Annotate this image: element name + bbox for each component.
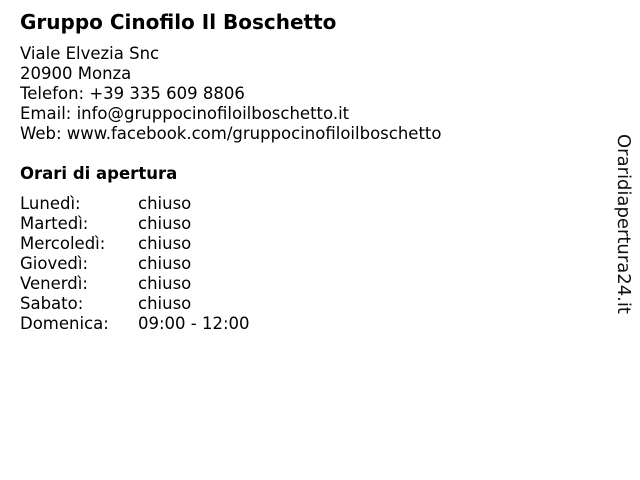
email-line: Email: info@gruppocinofiloilboschetto.it [20, 104, 350, 123]
hours-row-wednesday [20, 234, 250, 254]
hours-row-thursday [20, 254, 250, 274]
phone-line: Telefon: +39 335 609 8806 [20, 84, 245, 103]
day-time: chiuso [138, 294, 192, 313]
hours-row-monday [20, 194, 250, 214]
web-line: Web: www.facebook.com/gruppocinofiloilboschetto [20, 124, 442, 143]
day-time: chiuso [138, 234, 192, 253]
hours-row-friday [20, 274, 250, 294]
day-label: Sabato: [20, 294, 84, 313]
hours-heading: Orari di apertura [20, 164, 178, 183]
hours-row-sunday [20, 314, 250, 334]
day-time: 09:00 - 12:00 [138, 314, 250, 333]
hours-row-saturday [20, 294, 250, 314]
business-name: Gruppo Cinofilo Il Boschetto [20, 10, 337, 34]
day-time: chiuso [138, 274, 192, 293]
day-time: chiuso [138, 254, 192, 273]
day-label: Domenica: [20, 314, 109, 333]
city-postal: 20900 Monza [20, 64, 132, 83]
day-label: Martedì: [20, 214, 89, 233]
day-label: Mercoledì: [20, 234, 106, 253]
hours-row-tuesday [20, 214, 250, 234]
day-label: Lunedì: [20, 194, 81, 213]
watermark-text: Oraridiapertura24.it [613, 134, 634, 314]
day-label: Giovedì: [20, 254, 88, 273]
hours-table [20, 194, 250, 334]
site-watermark [612, 134, 636, 314]
street-address: Viale Elvezia Snc [20, 44, 160, 63]
contact-block [20, 44, 441, 144]
day-label: Venerdì: [20, 274, 88, 293]
day-time: chiuso [138, 214, 192, 233]
day-time: chiuso [138, 194, 192, 213]
